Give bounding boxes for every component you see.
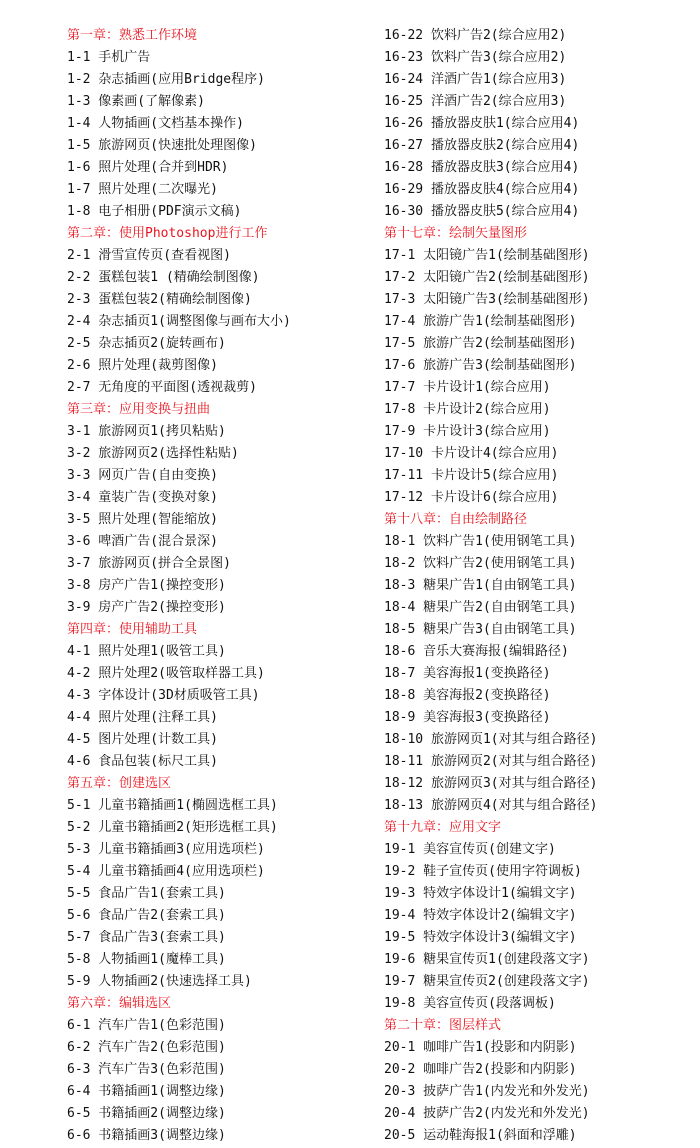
exercise-item: 5-3 儿童书籍插画3(应用选项栏) [67,842,265,857]
exercise-item: 16-27 播放器皮肤2(综合应用4) [384,138,580,153]
exercise-item: 20-1 咖啡广告1(投影和内阴影) [384,1040,577,1055]
exercise-item: 5-2 儿童书籍插画2(矩形选框工具) [67,820,278,835]
toc-right-column [384,25,597,1147]
exercise-item: 18-8 美容海报2(变换路径) [384,688,551,703]
exercise-item: 19-3 特效字体设计1(编辑文字) [384,886,577,901]
exercise-item: 18-4 糖果广告2(自由钢笔工具) [384,600,577,615]
exercise-item: 18-1 饮料广告1(使用钢笔工具) [384,534,577,549]
exercise-item: 6-3 汽车广告3(色彩范围) [67,1062,226,1077]
chapter-heading: 第二章：使用Photoshop进行工作 [67,226,268,241]
exercise-item: 3-1 旅游网页1(拷贝粘贴) [67,424,226,439]
exercise-item: 6-6 书籍插画3(调整边缘) [67,1128,226,1143]
exercise-item: 5-7 食品广告3(套索工具) [67,930,226,945]
exercise-item: 17-12 卡片设计6(综合应用) [384,490,559,505]
exercise-item: 2-5 杂志插页2(旋转画布) [67,336,226,351]
exercise-item: 19-2 鞋子宣传页(使用字符调板) [384,864,582,879]
exercise-item: 16-28 播放器皮肤3(综合应用4) [384,160,580,175]
exercise-item: 6-5 书籍插画2(调整边缘) [67,1106,226,1121]
exercise-item: 4-4 照片处理(注释工具) [67,710,218,725]
exercise-item: 20-5 运动鞋海报1(斜面和浮雕) [384,1128,577,1143]
exercise-item: 18-3 糖果广告1(自由钢笔工具) [384,578,577,593]
chapter-heading: 第五章：创建选区 [67,776,172,791]
exercise-item: 19-4 特效字体设计2(编辑文字) [384,908,577,923]
exercise-item: 2-6 照片处理(裁剪图像) [67,358,218,373]
exercise-item: 5-8 人物插画1(魔棒工具) [67,952,226,967]
exercise-item: 4-3 字体设计(3D材质吸管工具) [67,688,260,703]
exercise-item: 19-6 糖果宣传页1(创建段落文字) [384,952,590,967]
exercise-item: 17-7 卡片设计1(综合应用) [384,380,551,395]
exercise-item: 18-11 旅游网页2(对其与组合路径) [384,754,598,769]
exercise-item: 19-5 特效字体设计3(编辑文字) [384,930,577,945]
exercise-item: 20-4 披萨广告2(内发光和外发光) [384,1106,590,1121]
exercise-item: 16-23 饮料广告3(综合应用2) [384,50,567,65]
exercise-item: 5-4 儿童书籍插画4(应用选项栏) [67,864,265,879]
exercise-item: 1-4 人物插画(文档基本操作) [67,116,244,131]
exercise-item: 6-4 书籍插画1(调整边缘) [67,1084,226,1099]
exercise-item: 17-1 太阳镜广告1(绘制基础图形) [384,248,590,263]
exercise-item: 1-2 杂志插画(应用Bridge程序) [67,72,265,87]
exercise-item: 3-2 旅游网页2(选择性粘贴) [67,446,239,461]
exercise-item: 4-2 照片处理2(吸管取样器工具) [67,666,265,681]
exercise-item: 5-6 食品广告2(套索工具) [67,908,226,923]
exercise-item: 3-5 照片处理(智能缩放) [67,512,218,527]
exercise-item: 16-22 饮料广告2(综合应用2) [384,28,567,43]
chapter-heading: 第十七章：绘制矢量图形 [384,226,528,241]
chapter-heading: 第二十章：图层样式 [384,1018,502,1033]
chapter-heading: 第四章：使用辅助工具 [67,622,198,637]
exercise-item: 19-7 糖果宣传页2(创建段落文字) [384,974,590,989]
exercise-item: 5-5 食品广告1(套索工具) [67,886,226,901]
exercise-item: 1-1 手机广告 [67,50,151,65]
exercise-item: 4-6 食品包装(标尺工具) [67,754,218,769]
exercise-item: 18-2 饮料广告2(使用钢笔工具) [384,556,577,571]
toc-left-column [67,25,291,1147]
chapter-heading: 第三章：应用变换与扭曲 [67,402,211,417]
exercise-item: 3-7 旅游网页(拼合全景图) [67,556,231,571]
exercise-item: 2-4 杂志插页1(调整图像与画布大小) [67,314,291,329]
exercise-item: 18-10 旅游网页1(对其与组合路径) [384,732,598,747]
exercise-item: 18-7 美容海报1(变换路径) [384,666,551,681]
exercise-item: 1-6 照片处理(合并到HDR) [67,160,229,175]
exercise-item: 6-2 汽车广告2(色彩范围) [67,1040,226,1055]
exercise-item: 20-2 咖啡广告2(投影和内阴影) [384,1062,577,1077]
chapter-heading: 第十九章：应用文字 [384,820,502,835]
exercise-item: 3-6 啤酒广告(混合景深) [67,534,218,549]
exercise-item: 19-8 美容宣传页(段落调板) [384,996,556,1011]
exercise-item: 16-26 播放器皮肤1(综合应用4) [384,116,580,131]
exercise-item: 17-4 旅游广告1(绘制基础图形) [384,314,577,329]
exercise-item: 16-29 播放器皮肤4(综合应用4) [384,182,580,197]
exercise-item: 3-4 童装广告(变换对象) [67,490,218,505]
exercise-item: 16-25 洋酒广告2(综合应用3) [384,94,567,109]
exercise-item: 1-5 旅游网页(快速批处理图像) [67,138,257,153]
exercise-item: 2-1 滑雪宣传页(查看视图) [67,248,231,263]
exercise-item: 18-12 旅游网页3(对其与组合路径) [384,776,598,791]
chapter-heading: 第十八章：自由绘制路径 [384,512,528,527]
exercise-item: 1-7 照片处理(二次曝光) [67,182,218,197]
exercise-item: 17-11 卡片设计5(综合应用) [384,468,559,483]
exercise-item: 17-5 旅游广告2(绘制基础图形) [384,336,577,351]
exercise-item: 18-5 糖果广告3(自由钢笔工具) [384,622,577,637]
chapter-heading: 第六章：编辑选区 [67,996,172,1011]
exercise-item: 17-10 卡片设计4(综合应用) [384,446,559,461]
exercise-item: 2-2 蛋糕包装1 (精确绘制图像) [67,270,260,285]
exercise-item: 18-13 旅游网页4(对其与组合路径) [384,798,598,813]
exercise-item: 6-1 汽车广告1(色彩范围) [67,1018,226,1033]
exercise-item: 1-3 像素画(了解像素) [67,94,205,109]
exercise-item: 5-9 人物插画2(快速选择工具) [67,974,252,989]
exercise-item: 18-9 美容海报3(变换路径) [384,710,551,725]
exercise-item: 17-3 太阳镜广告3(绘制基础图形) [384,292,590,307]
exercise-item: 3-8 房产广告1(操控变形) [67,578,226,593]
exercise-item: 20-3 披萨广告1(内发光和外发光) [384,1084,590,1099]
exercise-item: 17-9 卡片设计3(综合应用) [384,424,551,439]
exercise-item: 17-6 旅游广告3(绘制基础图形) [384,358,577,373]
exercise-item: 4-5 图片处理(计数工具) [67,732,218,747]
exercise-item: 16-24 洋酒广告1(综合应用3) [384,72,567,87]
exercise-item: 5-1 儿童书籍插画1(椭圆选框工具) [67,798,278,813]
exercise-item: 19-1 美容宣传页(创建文字) [384,842,556,857]
exercise-item: 2-7 无角度的平面图(透视裁剪) [67,380,257,395]
exercise-item: 1-8 电子相册(PDF演示文稿) [67,204,242,219]
exercise-item: 4-1 照片处理1(吸管工具) [67,644,226,659]
exercise-item: 17-2 太阳镜广告2(绘制基础图形) [384,270,590,285]
exercise-item: 16-30 播放器皮肤5(综合应用4) [384,204,580,219]
chapter-heading: 第一章：熟悉工作环境 [67,28,198,43]
exercise-item: 2-3 蛋糕包装2(精确绘制图像) [67,292,252,307]
exercise-item: 17-8 卡片设计2(综合应用) [384,402,551,417]
exercise-item: 3-9 房产广告2(操控变形) [67,600,226,615]
exercise-item: 3-3 网页广告(自由变换) [67,468,218,483]
exercise-item: 18-6 音乐大赛海报(编辑路径) [384,644,569,659]
